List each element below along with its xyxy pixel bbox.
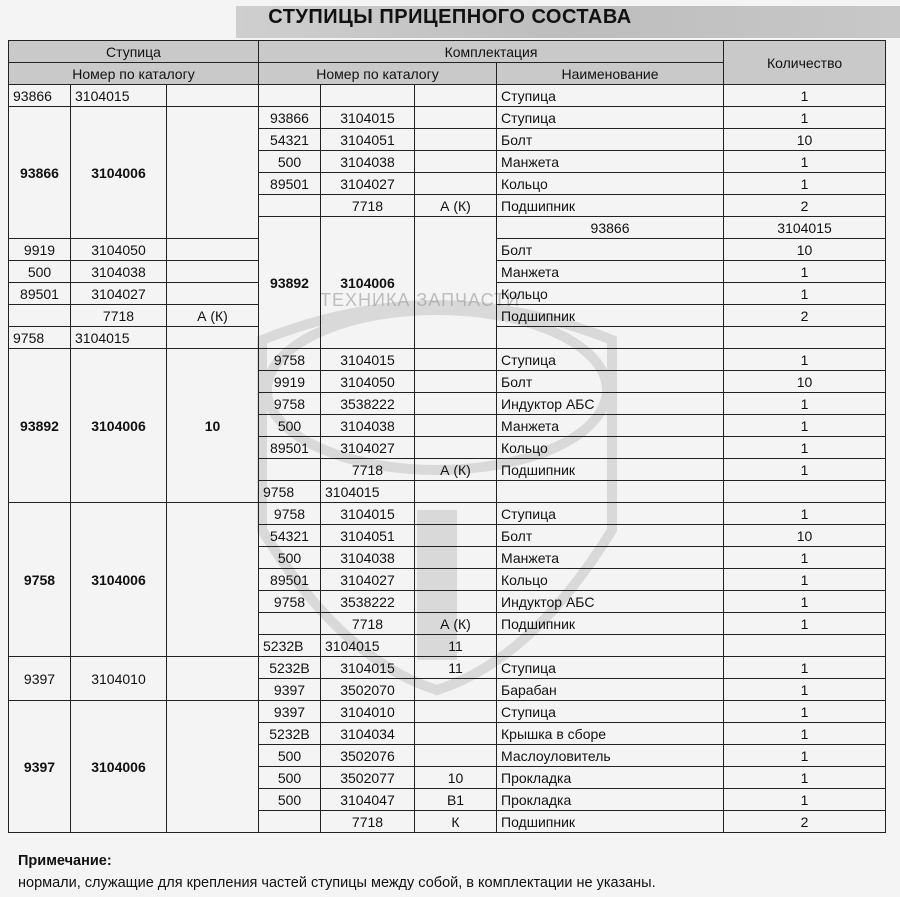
cell-d: 500 [259,745,321,767]
cell-qty: 1 [724,349,886,371]
cell-e: 3104050 [321,371,415,393]
cell-name: Ступица [497,85,724,107]
cell-qty: 1 [724,613,886,635]
cell-name: Кольцо [497,437,724,459]
cell-name: Ступица [497,349,724,371]
cell-name: Подшипник [497,613,724,635]
cell-e: 3104015 [724,217,886,239]
cell-d: 500 [259,415,321,437]
cell-d [497,481,724,503]
cell-e: 3104038 [71,261,167,283]
cell-d [259,613,321,635]
cell-f: А (К) [167,305,259,327]
cell-e: 3104015 [321,107,415,129]
cell-d: 9397 [259,679,321,701]
cell-c [167,701,259,833]
cell-f: В1 [415,789,497,811]
cell-d [497,635,724,657]
cell-e: 3104027 [321,437,415,459]
cell-b: 3104006 [321,217,415,349]
cell-f [415,723,497,745]
cell-a: 93892 [259,217,321,349]
cell-d: 5232В [259,723,321,745]
cell-c [167,503,259,657]
cell-name: Подшипник [497,459,724,481]
cell-name: Болт [497,525,724,547]
cell-name: Манжета [497,547,724,569]
cell-name: Болт [497,129,724,151]
header-kit-catalog: Номер по каталогу [259,63,497,85]
cell-e [724,481,886,503]
cell-f [415,745,497,767]
cell-name: Кольцо [497,173,724,195]
table-row [9,107,886,129]
cell-e: 3104047 [321,789,415,811]
cell-d: 9919 [9,239,71,261]
cell-e [321,85,415,107]
cell-d [497,327,724,349]
cell-qty: 1 [724,283,886,305]
cell-c [167,107,259,239]
cell-e: 3502077 [321,767,415,789]
cell-c: 11 [415,635,497,657]
cell-d: 5232В [259,657,321,679]
cell-qty: 1 [724,503,886,525]
cell-f [415,547,497,569]
cell-qty: 1 [724,591,886,613]
cell-d: 54321 [259,129,321,151]
cell-f [415,393,497,415]
cell-qty: 10 [724,371,886,393]
cell-qty: 1 [724,679,886,701]
cell-name: Барабан [497,679,724,701]
table-row [9,657,886,679]
cell-e: 7718 [71,305,167,327]
header-qty: Количество [724,41,886,85]
cell-f [415,679,497,701]
cell-f [415,525,497,547]
cell-qty: 1 [724,745,886,767]
cell-e: 3502070 [321,679,415,701]
cell-b: 3104006 [71,107,167,239]
cell-e: 3104015 [321,503,415,525]
cell-f: А (К) [415,459,497,481]
header-kit: Комплектация [259,41,724,63]
cell-e: 3104015 [321,349,415,371]
table-row [9,85,886,107]
cell-e: 3104027 [321,569,415,591]
cell-f: 11 [415,657,497,679]
cell-d [259,811,321,833]
cell-c [167,85,259,107]
cell-b: 3104015 [321,635,415,657]
cell-e: 3104015 [321,657,415,679]
cell-d: 89501 [259,569,321,591]
cell-a: 9758 [9,503,71,657]
cell-qty: 1 [724,789,886,811]
cell-f: 10 [415,767,497,789]
cell-e: 3104050 [71,239,167,261]
cell-f [415,173,497,195]
cell-qty: 1 [724,151,886,173]
cell-f [415,371,497,393]
cell-f [415,569,497,591]
cell-qty: 1 [724,569,886,591]
cell-e: 3104051 [321,129,415,151]
cell-name: Ступица [497,701,724,723]
cell-d: 500 [9,261,71,283]
cell-f [415,591,497,613]
cell-b: 3104015 [321,481,415,503]
cell-d: 9758 [259,393,321,415]
cell-e: 7718 [321,195,415,217]
cell-e: 3538222 [321,591,415,613]
note-heading: Примечание: [18,853,112,869]
cell-name: Ступица [497,503,724,525]
cell-name: Подшипник [497,811,724,833]
header-name: Наименование [497,63,724,85]
cell-d [259,459,321,481]
cell-name: Индуктор АБС [497,393,724,415]
cell-d: 89501 [9,283,71,305]
cell-qty: 1 [724,657,886,679]
cell-qty: 1 [724,261,886,283]
cell-e: 3104051 [321,525,415,547]
cell-d [259,85,321,107]
cell-e: 3104034 [321,723,415,745]
cell-qty: 1 [724,701,886,723]
cell-f [415,415,497,437]
cell-d [9,305,71,327]
cell-f [415,701,497,723]
cell-a: 93892 [9,349,71,503]
cell-name: Прокладка [497,767,724,789]
cell-e: 7718 [321,613,415,635]
cell-a: 93866 [9,107,71,239]
hubs-table [8,40,886,833]
cell-name: Манжета [497,261,724,283]
cell-name: Подшипник [497,195,724,217]
note-text: нормали, служащие для крепления частей ступицы между собой, в комплектации не указаны. [18,875,656,891]
cell-c: 10 [167,349,259,503]
cell-d: 93866 [259,107,321,129]
cell-a: 9397 [9,701,71,833]
cell-a: 93866 [9,85,71,107]
cell-qty: 1 [724,767,886,789]
cell-b: 3104010 [71,657,167,701]
table-row [9,701,886,723]
cell-a: 9758 [259,481,321,503]
cell-b: 3104006 [71,349,167,503]
cell-qty: 2 [724,305,886,327]
cell-name: Кольцо [497,569,724,591]
cell-name: Болт [497,371,724,393]
cell-f [415,107,497,129]
cell-qty: 1 [724,85,886,107]
cell-f [415,503,497,525]
cell-f [415,437,497,459]
cell-qty: 2 [724,811,886,833]
table-body [9,85,886,833]
cell-f [167,239,259,261]
cell-f: А (К) [415,613,497,635]
cell-d: 9758 [259,591,321,613]
cell-d: 500 [259,547,321,569]
cell-c [167,657,259,701]
cell-e: 3104038 [321,547,415,569]
cell-d: 9397 [259,701,321,723]
cell-name: Кольцо [497,283,724,305]
cell-a: 9758 [9,327,71,349]
cell-b: 3104015 [71,327,167,349]
cell-c [415,217,497,349]
cell-e: 3104038 [321,415,415,437]
cell-qty: 1 [724,393,886,415]
cell-qty: 1 [724,173,886,195]
cell-qty: 1 [724,547,886,569]
cell-d: 89501 [259,437,321,459]
cell-f: А (К) [415,195,497,217]
cell-c [415,481,497,503]
cell-f [415,151,497,173]
header-hub-catalog: Номер по каталогу [9,63,259,85]
cell-qty: 10 [724,525,886,547]
table-row [9,349,886,371]
cell-d: 54321 [259,525,321,547]
cell-b: 3104006 [71,503,167,657]
cell-qty: 1 [724,459,886,481]
cell-name: Крышка в сборе [497,723,724,745]
cell-name: Ступица [497,107,724,129]
cell-d: 9758 [259,349,321,371]
cell-name: Маслоуловитель [497,745,724,767]
cell-e: 3502076 [321,745,415,767]
cell-name: Болт [497,239,724,261]
cell-f [415,349,497,371]
cell-d: 93866 [497,217,724,239]
cell-e: 7718 [321,811,415,833]
cell-e: 3104010 [321,701,415,723]
cell-e: 3104027 [71,283,167,305]
cell-name: Подшипник [497,305,724,327]
cell-f [167,261,259,283]
cell-qty: 1 [724,415,886,437]
cell-qty: 1 [724,437,886,459]
cell-f [415,129,497,151]
cell-c [167,327,259,349]
header-hub: Ступица [9,41,259,63]
cell-name: Манжета [497,415,724,437]
cell-b: 3104015 [71,85,167,107]
cell-a: 5232В [259,635,321,657]
cell-qty: 10 [724,239,886,261]
cell-d: 500 [259,767,321,789]
cell-e: 3104027 [321,173,415,195]
note [18,850,656,894]
cell-qty: 1 [724,723,886,745]
cell-name: Прокладка [497,789,724,811]
cell-f [167,283,259,305]
cell-d: 9758 [259,503,321,525]
cell-a: 9397 [9,657,71,701]
cell-d: 89501 [259,173,321,195]
page-title: СТУПИЦЫ ПРИЦЕПНОГО СОСТАВА [268,6,632,28]
cell-qty: 10 [724,129,886,151]
cell-qty: 2 [724,195,886,217]
cell-f [415,85,497,107]
watermark-text: ТЕХНИКА ЗАПЧАСТИ [320,290,520,310]
cell-f: К [415,811,497,833]
cell-name: Манжета [497,151,724,173]
cell-e: 7718 [321,459,415,481]
cell-e [724,327,886,349]
cell-d [259,195,321,217]
table-row [9,503,886,525]
cell-b: 3104006 [71,701,167,833]
cell-e: 3538222 [321,393,415,415]
cell-qty: 1 [724,107,886,129]
cell-d: 500 [259,789,321,811]
cell-e: 3104038 [321,151,415,173]
cell-e [724,635,886,657]
cell-name: Ступица [497,657,724,679]
cell-d: 9919 [259,371,321,393]
cell-name: Индуктор АБС [497,591,724,613]
cell-d: 500 [259,151,321,173]
